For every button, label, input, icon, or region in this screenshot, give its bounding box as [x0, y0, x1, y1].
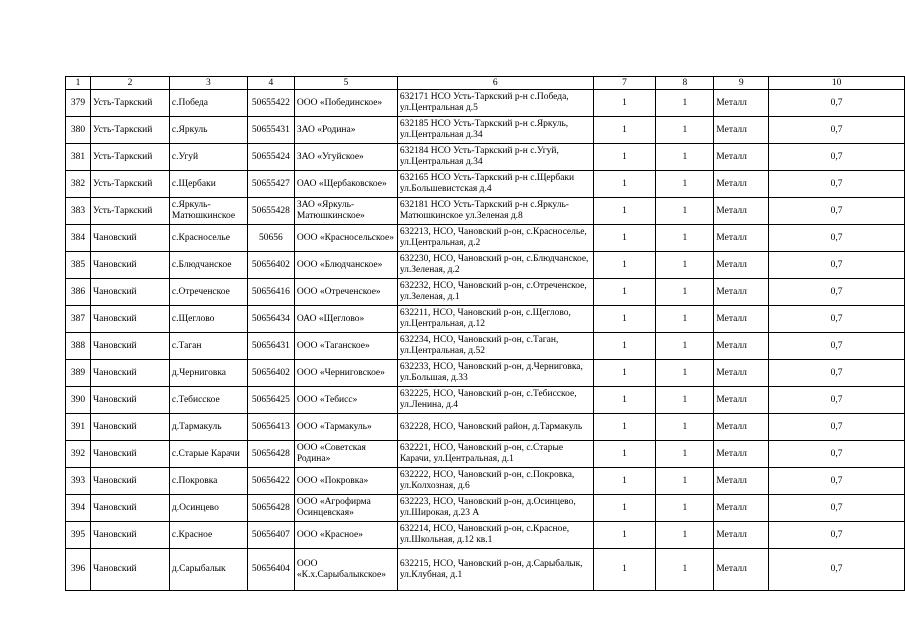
settlement-cell: с.Тебисское: [169, 387, 247, 414]
material-cell: Металл: [714, 441, 769, 468]
district-cell: Чановский: [90, 414, 169, 441]
count-cell-7: 1: [593, 522, 656, 549]
organization-cell: ООО «Красное»: [294, 522, 397, 549]
count-cell-8: 1: [656, 198, 714, 225]
code-cell: 50656422: [247, 468, 294, 495]
material-cell: Металл: [714, 90, 769, 117]
organization-cell: ЗАО «Яркуль-Матюшкинское»: [294, 198, 397, 225]
row-number: 388: [66, 333, 91, 360]
address-cell: 632234, НСО, Чановский р-он, с.Таган, ул.Центральная, д.52: [397, 333, 593, 360]
district-cell: Усть-Таркский: [90, 144, 169, 171]
table-row: [66, 90, 905, 117]
organization-cell: ООО «Агрофирма Осинцевская»: [294, 495, 397, 522]
count-cell-7: 1: [593, 252, 656, 279]
material-cell: Металл: [714, 306, 769, 333]
count-cell-8: 1: [656, 90, 714, 117]
address-cell: 632214, НСО, Чановский р-он, с.Красное, ул.Школьная, д.12 кв.1: [397, 522, 593, 549]
settlement-cell: д.Черниговка: [169, 360, 247, 387]
value-cell: 0,7: [769, 225, 905, 252]
count-cell-8: 1: [656, 279, 714, 306]
settlement-cell: с.Победа: [169, 90, 247, 117]
organization-cell: ООО «Побединское»: [294, 90, 397, 117]
district-cell: Чановский: [90, 360, 169, 387]
count-cell-8: 1: [656, 414, 714, 441]
table-row: [66, 198, 905, 225]
code-cell: 50656402: [247, 360, 294, 387]
district-cell: Чановский: [90, 495, 169, 522]
settlement-cell: с.Угуй: [169, 144, 247, 171]
count-cell-8: 1: [656, 225, 714, 252]
code-cell: 50655431: [247, 117, 294, 144]
address-cell: 632222, НСО, Чановский р-он, с.Покровка, ул.Колхозная, д.6: [397, 468, 593, 495]
count-cell-7: 1: [593, 387, 656, 414]
settlement-cell: с.Щербаки: [169, 171, 247, 198]
address-cell: 632181 НСО Усть-Таркский р-н с.Яркуль-Матюшкинское ул.Зеленая д.8: [397, 198, 593, 225]
column-header: 1: [66, 77, 91, 90]
settlement-cell: с.Старые Карачи: [169, 441, 247, 468]
address-cell: 632171 НСО Усть-Таркский р-н с.Победа, ул.Центральная д.5: [397, 90, 593, 117]
row-number: 382: [66, 171, 91, 198]
organization-cell: ООО «Красносельское»: [294, 225, 397, 252]
material-cell: Металл: [714, 117, 769, 144]
organization-cell: ООО «Тармакуль»: [294, 414, 397, 441]
count-cell-7: 1: [593, 441, 656, 468]
settlement-cell: с.Отреченское: [169, 279, 247, 306]
address-cell: 632185 НСО Усть-Таркский р-н с.Яркуль, ул.Центральная д.34: [397, 117, 593, 144]
organization-cell: ООО «Блюдчанское»: [294, 252, 397, 279]
code-cell: 50656407: [247, 522, 294, 549]
row-number: 386: [66, 279, 91, 306]
count-cell-8: 1: [656, 549, 714, 591]
value-cell: 0,7: [769, 522, 905, 549]
count-cell-7: 1: [593, 360, 656, 387]
district-cell: Чановский: [90, 441, 169, 468]
table-row: [66, 441, 905, 468]
row-number: 384: [66, 225, 91, 252]
organization-cell: ООО «Таганское»: [294, 333, 397, 360]
table-row: [66, 117, 905, 144]
organization-cell: ОАО «Щербаковское»: [294, 171, 397, 198]
code-cell: 50656402: [247, 252, 294, 279]
code-cell: 50656431: [247, 333, 294, 360]
count-cell-7: 1: [593, 225, 656, 252]
material-cell: Металл: [714, 387, 769, 414]
row-number: 396: [66, 549, 91, 591]
organization-cell: ООО «Покровка»: [294, 468, 397, 495]
count-cell-8: 1: [656, 495, 714, 522]
table-row: [66, 387, 905, 414]
code-cell: 50656: [247, 225, 294, 252]
table-row: [66, 279, 905, 306]
district-cell: Усть-Таркский: [90, 171, 169, 198]
table-row: [66, 252, 905, 279]
column-header: 6: [397, 77, 593, 90]
row-number: 381: [66, 144, 91, 171]
count-cell-7: 1: [593, 171, 656, 198]
code-cell: 50655427: [247, 171, 294, 198]
settlement-cell: с.Щеглово: [169, 306, 247, 333]
count-cell-7: 1: [593, 279, 656, 306]
organization-cell: ООО «Черниговское»: [294, 360, 397, 387]
row-number: 379: [66, 90, 91, 117]
count-cell-7: 1: [593, 495, 656, 522]
table-row: [66, 225, 905, 252]
column-header: 3: [169, 77, 247, 90]
address-cell: 632184 НСО Усть-Таркский р-н с.Угуй, ул.Центральная д.34: [397, 144, 593, 171]
code-cell: 50655428: [247, 198, 294, 225]
count-cell-8: 1: [656, 171, 714, 198]
table-row: [66, 144, 905, 171]
column-header: 8: [656, 77, 714, 90]
material-cell: Металл: [714, 333, 769, 360]
code-cell: 50656425: [247, 387, 294, 414]
count-cell-8: 1: [656, 522, 714, 549]
table-row: [66, 468, 905, 495]
code-cell: 50656428: [247, 495, 294, 522]
row-number: 393: [66, 468, 91, 495]
district-cell: Чановский: [90, 306, 169, 333]
row-number: 380: [66, 117, 91, 144]
address-cell: 632215, НСО, Чановский р-он, д.Сарыбалык, ул.Клубная, д.1: [397, 549, 593, 591]
table-row: [66, 333, 905, 360]
material-cell: Металл: [714, 549, 769, 591]
count-cell-8: 1: [656, 252, 714, 279]
settlement-cell: д.Осинцево: [169, 495, 247, 522]
address-cell: 632225, НСО, Чановский р-он, с.Тебисское, ул.Ленина, д.4: [397, 387, 593, 414]
value-cell: 0,7: [769, 333, 905, 360]
value-cell: 0,7: [769, 549, 905, 591]
address-cell: 632211, НСО, Чановский р-он, с.Щеглово, ул.Центральная, д.12: [397, 306, 593, 333]
address-cell: 632223, НСО, Чановский р-он, д.Осинцево, ул.Широкая, д.23 А: [397, 495, 593, 522]
value-cell: 0,7: [769, 495, 905, 522]
district-cell: Чановский: [90, 522, 169, 549]
header-row: [66, 77, 905, 90]
column-header: 5: [294, 77, 397, 90]
settlement-cell: с.Яркуль: [169, 117, 247, 144]
settlement-cell: с.Таган: [169, 333, 247, 360]
value-cell: 0,7: [769, 90, 905, 117]
settlement-cell: с.Красноселье: [169, 225, 247, 252]
count-cell-7: 1: [593, 549, 656, 591]
column-header: 9: [714, 77, 769, 90]
material-cell: Металл: [714, 225, 769, 252]
count-cell-8: 1: [656, 144, 714, 171]
table-row: [66, 549, 905, 591]
count-cell-8: 1: [656, 360, 714, 387]
settlement-cell: д.Тармакуль: [169, 414, 247, 441]
district-cell: Чановский: [90, 549, 169, 591]
value-cell: 0,7: [769, 144, 905, 171]
count-cell-8: 1: [656, 333, 714, 360]
value-cell: 0,7: [769, 441, 905, 468]
registry-table: [65, 76, 905, 591]
value-cell: 0,7: [769, 360, 905, 387]
value-cell: 0,7: [769, 387, 905, 414]
code-cell: 50656428: [247, 441, 294, 468]
value-cell: 0,7: [769, 171, 905, 198]
count-cell-7: 1: [593, 144, 656, 171]
settlement-cell: с.Покровка: [169, 468, 247, 495]
material-cell: Металл: [714, 414, 769, 441]
material-cell: Металл: [714, 468, 769, 495]
count-cell-7: 1: [593, 198, 656, 225]
district-cell: Усть-Таркский: [90, 117, 169, 144]
address-cell: 632221, НСО, Чановский р-он, с.Старые Карачи, ул.Центральная, д.1: [397, 441, 593, 468]
organization-cell: ЗАО «Родина»: [294, 117, 397, 144]
material-cell: Металл: [714, 360, 769, 387]
material-cell: Металл: [714, 171, 769, 198]
code-cell: 50656434: [247, 306, 294, 333]
material-cell: Металл: [714, 279, 769, 306]
material-cell: Металл: [714, 252, 769, 279]
value-cell: 0,7: [769, 279, 905, 306]
registry-table-container: [65, 76, 905, 591]
column-header: 7: [593, 77, 656, 90]
table-row: [66, 360, 905, 387]
address-cell: 632232, НСО, Чановский р-он, с.Отреченское, ул.Зеленая, д.1: [397, 279, 593, 306]
row-number: 389: [66, 360, 91, 387]
organization-cell: ООО «Тебисс»: [294, 387, 397, 414]
organization-cell: ООО «К.х.Сарыбалыкское»: [294, 549, 397, 591]
count-cell-8: 1: [656, 441, 714, 468]
row-number: 387: [66, 306, 91, 333]
code-cell: 50656413: [247, 414, 294, 441]
address-cell: 632230, НСО, Чановский р-он, с.Блюдчанское, ул.Зеленая, д.2: [397, 252, 593, 279]
organization-cell: ЗАО «Угуйское»: [294, 144, 397, 171]
count-cell-8: 1: [656, 117, 714, 144]
address-cell: 632213, НСО, Чановский р-он, с.Красноселье, ул.Центральная, д.2: [397, 225, 593, 252]
row-number: 383: [66, 198, 91, 225]
count-cell-8: 1: [656, 387, 714, 414]
row-number: 395: [66, 522, 91, 549]
district-cell: Чановский: [90, 279, 169, 306]
code-cell: 50656404: [247, 549, 294, 591]
count-cell-7: 1: [593, 333, 656, 360]
count-cell-7: 1: [593, 414, 656, 441]
row-number: 391: [66, 414, 91, 441]
count-cell-8: 1: [656, 306, 714, 333]
district-cell: Чановский: [90, 468, 169, 495]
column-header: 10: [769, 77, 905, 90]
settlement-cell: с.Яркуль-Матюшкинское: [169, 198, 247, 225]
settlement-cell: д.Сарыбалык: [169, 549, 247, 591]
row-number: 392: [66, 441, 91, 468]
row-number: 394: [66, 495, 91, 522]
code-cell: 50656416: [247, 279, 294, 306]
settlement-cell: с.Блюдчанское: [169, 252, 247, 279]
row-number: 390: [66, 387, 91, 414]
address-cell: 632233, НСО, Чановский р-он, д.Черниговка, ул.Большая, д.33: [397, 360, 593, 387]
value-cell: 0,7: [769, 306, 905, 333]
district-cell: Усть-Таркский: [90, 198, 169, 225]
count-cell-7: 1: [593, 306, 656, 333]
district-cell: Чановский: [90, 387, 169, 414]
table-row: [66, 495, 905, 522]
value-cell: 0,7: [769, 414, 905, 441]
value-cell: 0,7: [769, 468, 905, 495]
organization-cell: ООО «Советская Родина»: [294, 441, 397, 468]
district-cell: Чановский: [90, 225, 169, 252]
district-cell: Усть-Таркский: [90, 90, 169, 117]
table-row: [66, 306, 905, 333]
code-cell: 50655424: [247, 144, 294, 171]
address-cell: 632228, НСО, Чановский район, д.Тармакуль: [397, 414, 593, 441]
column-header: 2: [90, 77, 169, 90]
table-body: [66, 90, 905, 591]
count-cell-8: 1: [656, 468, 714, 495]
table-row: [66, 414, 905, 441]
settlement-cell: с.Красное: [169, 522, 247, 549]
value-cell: 0,7: [769, 198, 905, 225]
count-cell-7: 1: [593, 90, 656, 117]
count-cell-7: 1: [593, 468, 656, 495]
material-cell: Металл: [714, 198, 769, 225]
district-cell: Чановский: [90, 333, 169, 360]
row-number: 385: [66, 252, 91, 279]
value-cell: 0,7: [769, 117, 905, 144]
material-cell: Металл: [714, 495, 769, 522]
organization-cell: ОАО «Щеглово»: [294, 306, 397, 333]
count-cell-7: 1: [593, 117, 656, 144]
table-row: [66, 522, 905, 549]
organization-cell: ООО «Отреченское»: [294, 279, 397, 306]
table-row: [66, 171, 905, 198]
district-cell: Чановский: [90, 252, 169, 279]
value-cell: 0,7: [769, 252, 905, 279]
column-header: 4: [247, 77, 294, 90]
material-cell: Металл: [714, 144, 769, 171]
address-cell: 632165 НСО Усть-Таркский р-н с.Щербаки ул.Большевистская д.4: [397, 171, 593, 198]
material-cell: Металл: [714, 522, 769, 549]
code-cell: 50655422: [247, 90, 294, 117]
